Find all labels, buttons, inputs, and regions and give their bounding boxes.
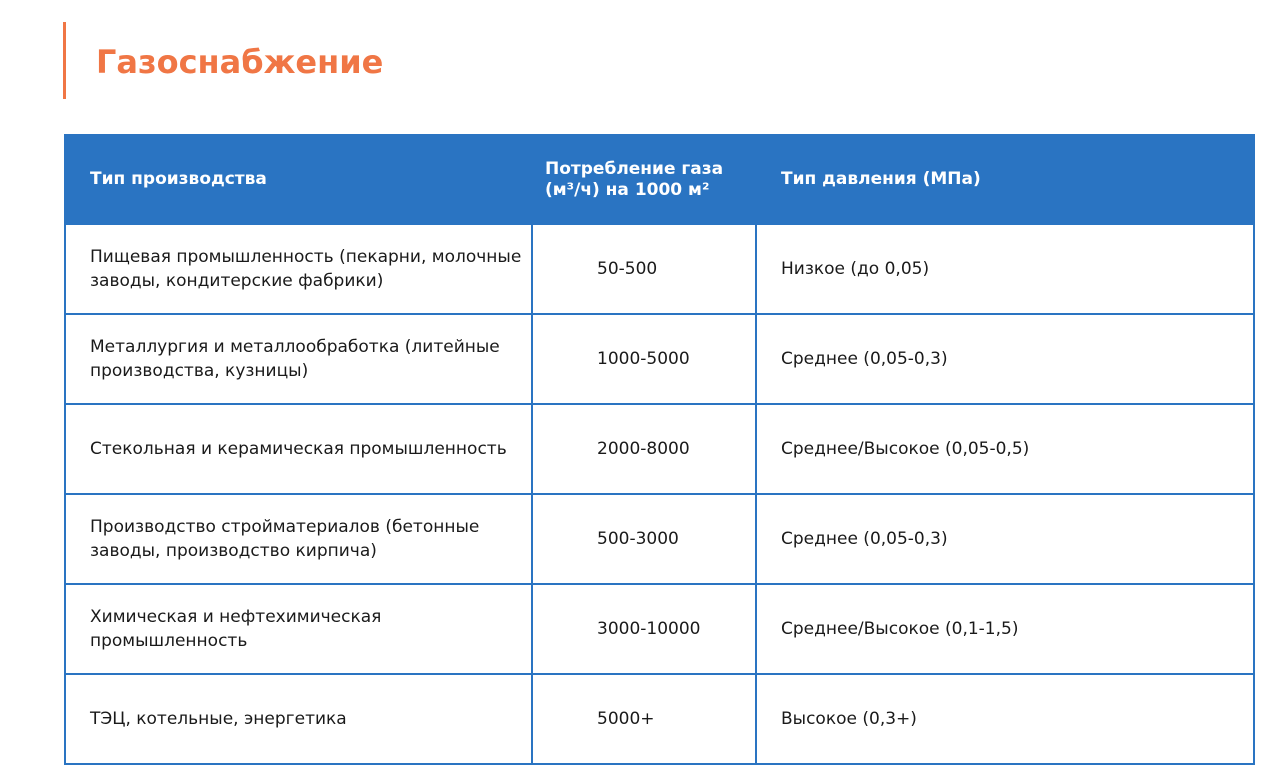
cell-production-type: Химическая и нефтехимическая промышленность bbox=[65, 584, 532, 674]
header-production-type: Тип производства bbox=[65, 135, 532, 224]
cell-production-type: Металлургия и металлообработка (литейные производства, кузницы) bbox=[65, 314, 532, 404]
gas-supply-table bbox=[64, 134, 1255, 765]
cell-gas-consumption: 5000+ bbox=[532, 674, 756, 764]
table-row bbox=[65, 494, 1254, 584]
cell-pressure-type: Низкое (до 0,05) bbox=[756, 224, 1254, 314]
cell-pressure-type: Среднее/Высокое (0,1-1,5) bbox=[756, 584, 1254, 674]
cell-production-type: Стекольная и керамическая промышленность bbox=[65, 404, 532, 494]
cell-production-type: Пищевая промышленность (пекарни, молочные заводы, кондитерские фабрики) bbox=[65, 224, 532, 314]
table-row bbox=[65, 674, 1254, 764]
table-row bbox=[65, 584, 1254, 674]
cell-gas-consumption: 1000-5000 bbox=[532, 314, 756, 404]
header-gas-consumption: Потребление газа (м³/ч) на 1000 м² bbox=[532, 135, 756, 224]
table-header-row bbox=[65, 135, 1254, 224]
cell-gas-consumption: 500-3000 bbox=[532, 494, 756, 584]
cell-production-type: ТЭЦ, котельные, энергетика bbox=[65, 674, 532, 764]
cell-gas-consumption: 2000-8000 bbox=[532, 404, 756, 494]
title-accent-bar bbox=[63, 22, 66, 99]
cell-gas-consumption: 50-500 bbox=[532, 224, 756, 314]
table-row bbox=[65, 314, 1254, 404]
header-pressure-type: Тип давления (МПа) bbox=[756, 135, 1254, 224]
cell-production-type: Производство стройматериалов (бетонные заводы, производство кирпича) bbox=[65, 494, 532, 584]
cell-pressure-type: Высокое (0,3+) bbox=[756, 674, 1254, 764]
cell-pressure-type: Среднее (0,05-0,3) bbox=[756, 494, 1254, 584]
cell-pressure-type: Среднее/Высокое (0,05-0,5) bbox=[756, 404, 1254, 494]
table-row bbox=[65, 224, 1254, 314]
cell-gas-consumption: 3000-10000 bbox=[532, 584, 756, 674]
cell-pressure-type: Среднее (0,05-0,3) bbox=[756, 314, 1254, 404]
page-title: Газоснабжение bbox=[96, 43, 384, 81]
table-row bbox=[65, 404, 1254, 494]
